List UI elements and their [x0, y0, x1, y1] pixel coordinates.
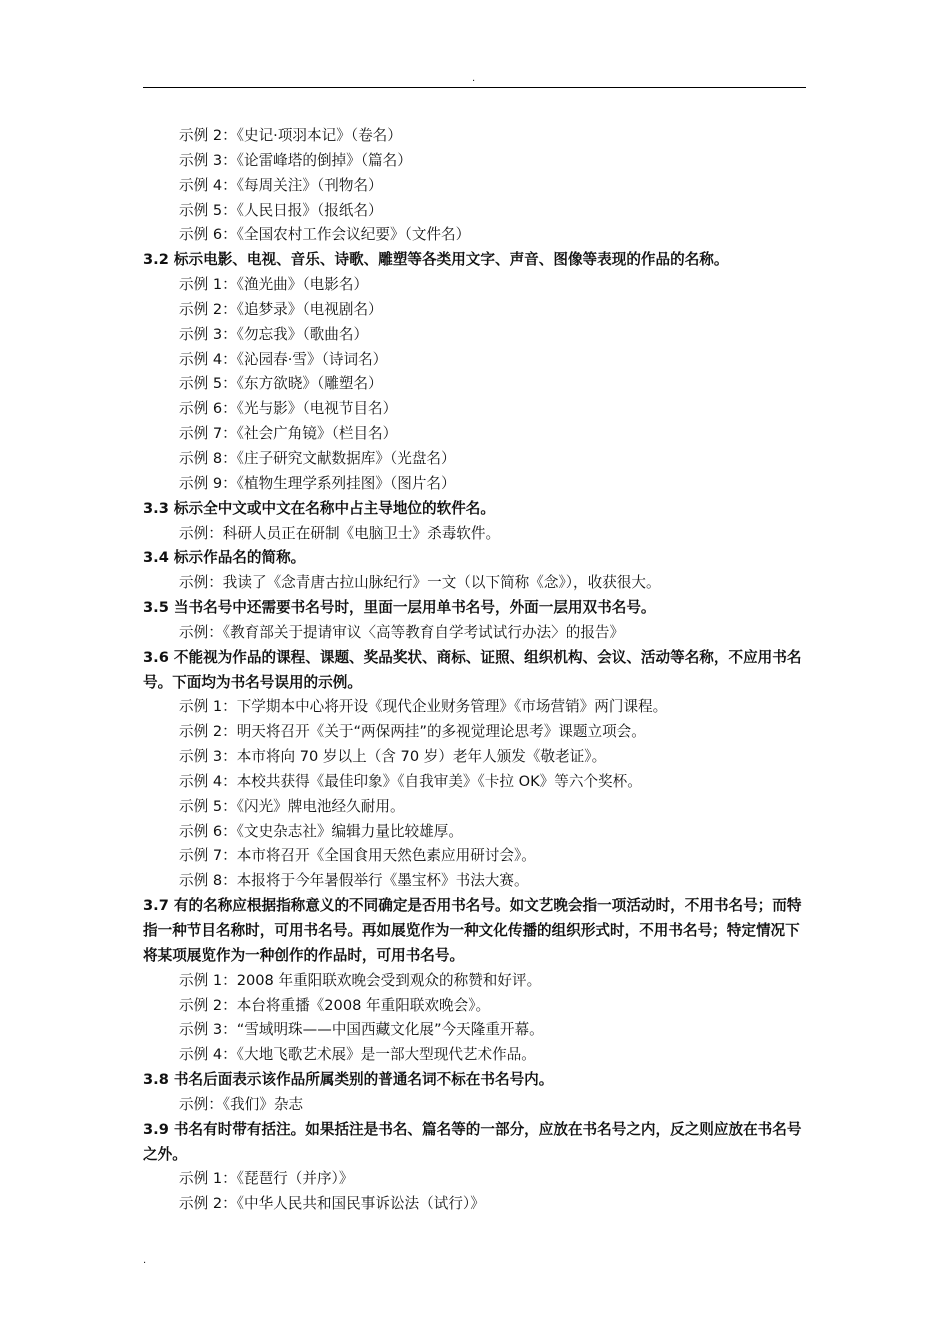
section-heading: 3.2 标示电影、电视、音乐、诗歌、雕塑等各类用文字、声音、图像等表现的作品的名称。 — [143, 251, 729, 269]
section-heading: 3.8 书名后面表示该作品所属类别的普通名词不标在书名号内。 — [143, 1071, 554, 1089]
example-line: 示例 4：《每周关注》（刊物名） — [179, 176, 383, 194]
example-line: 示例 3：“雪域明珠——中国西藏文化展”今天隆重开幕。 — [179, 1021, 544, 1039]
example-line: 示例 4：《沁园春·雪》（诗词名） — [179, 350, 388, 368]
section-heading: 3.6 不能视为作品的课程、课题、奖品奖状、商标、证照、组织机构、会议、活动等名称，不应用书名号。下面均为书名号误用的示例。 — [143, 648, 802, 691]
section-heading: 3.3 标示全中文或中文在名称中占主导地位的软件名。 — [143, 499, 495, 517]
section-heading: 3.5 当书名号中还需要书名号时，里面一层用单书名号，外面一层用双书名号。 — [143, 599, 656, 617]
example-line: 示例 6：《文史杂志社》编辑力量比较雄厚。 — [179, 822, 463, 840]
example-line: 示例 6：《光与影》（电视节目名） — [179, 400, 398, 418]
example-line: 示例 1：下学期本中心将开设《现代企业财务管理》《市场营销》两门课程。 — [179, 698, 668, 716]
example-line: 示例 3：《勿忘我》（歌曲名） — [179, 325, 369, 343]
example-line: 示例 3：本市将向 70 岁以上（含 70 岁）老年人颁发《敬老证》。 — [179, 748, 607, 766]
example-line: 示例 5：《东方欲晓》（雕塑名） — [179, 375, 383, 393]
header-mark: . — [472, 73, 476, 84]
example-line: 示例 2：《追梦录》（电视剧名） — [179, 300, 383, 318]
example-line: 示例 4：《大地飞歌艺术展》是一部大型现代艺术作品。 — [179, 1046, 536, 1064]
example-line: 示例 5：《闪光》牌电池经久耐用。 — [179, 797, 405, 815]
example-line: 示例 7：《社会广角镜》（栏目名） — [179, 425, 398, 443]
example-line: 示例：《教育部关于提请审议〈高等教育自学考试试行办法〉的报告》 — [179, 623, 625, 641]
section-heading: 3.7 有的名称应根据指称意义的不同确定是否用书名号。如文艺晚会指一项活动时，不用书名号；而特指一种节目名称时，可用书名号。再如展览作为一种文化传播的组织形式时，不用书名号；特定情况下将某项展览作为一种创作的作品时，可用书名号。 — [143, 897, 802, 964]
example-line: 示例 2：明天将召开《关于“两保两挂”的多视觉理论思考》课题立项会。 — [179, 723, 646, 741]
example-line: 示例：我读了《念青唐古拉山脉纪行》一文（以下简称《念》），收获很大。 — [179, 574, 661, 592]
example-line: 示例 3：《论雷峰塔的倒掉》（篇名） — [179, 151, 412, 169]
example-line: 示例 9：《植物生理学系列挂图》（图片名） — [179, 474, 456, 492]
example-line: 示例 5：《人民日报》（报纸名） — [179, 201, 383, 219]
section-heading: 3.9 书名有时带有括注。如果括注是书名、篇名等的一部分，应放在书名号之内，反之则应放在书名号之外。 — [143, 1120, 802, 1163]
footer-mark: . — [143, 1255, 147, 1266]
example-line: 示例 4：本校共获得《最佳印象》《自我审美》《卡拉 OK》等六个奖杯。 — [179, 772, 642, 790]
example-line: 示例 1：《琵琶行（并序）》 — [179, 1170, 354, 1188]
example-line: 示例 7：本市将召开《全国食用天然色素应用研讨会》。 — [179, 847, 536, 865]
section-heading: 3.4 标示作品名的简称。 — [143, 549, 306, 567]
example-line: 示例 2：《中华人民共和国民事诉讼法（试行）》 — [179, 1195, 485, 1213]
example-line: 示例 1：《渔光曲》（电影名） — [179, 276, 369, 294]
example-line: 示例 2：《史记·项羽本记》（卷名） — [179, 127, 402, 144]
example-line: 示例 1：2008 年重阳联欢晚会受到观众的称赞和好评。 — [179, 971, 542, 989]
example-line: 示例 8：《庄子研究文献数据库》（光盘名） — [179, 449, 456, 467]
example-line: 示例：科研人员正在研制《电脑卫士》杀毒软件。 — [179, 524, 501, 542]
header-rule — [143, 87, 806, 88]
example-line: 示例 8：本报将于今年暑假举行《墨宝杯》书法大赛。 — [179, 872, 529, 890]
example-line: 示例 2：本台将重播《2008 年重阳联欢晚会》。 — [179, 996, 491, 1014]
document-body — [143, 124, 813, 1217]
example-line: 示例：《我们》杂志 — [179, 1095, 304, 1113]
example-line: 示例 6：《全国农村工作会议纪要》（文件名） — [179, 226, 471, 244]
